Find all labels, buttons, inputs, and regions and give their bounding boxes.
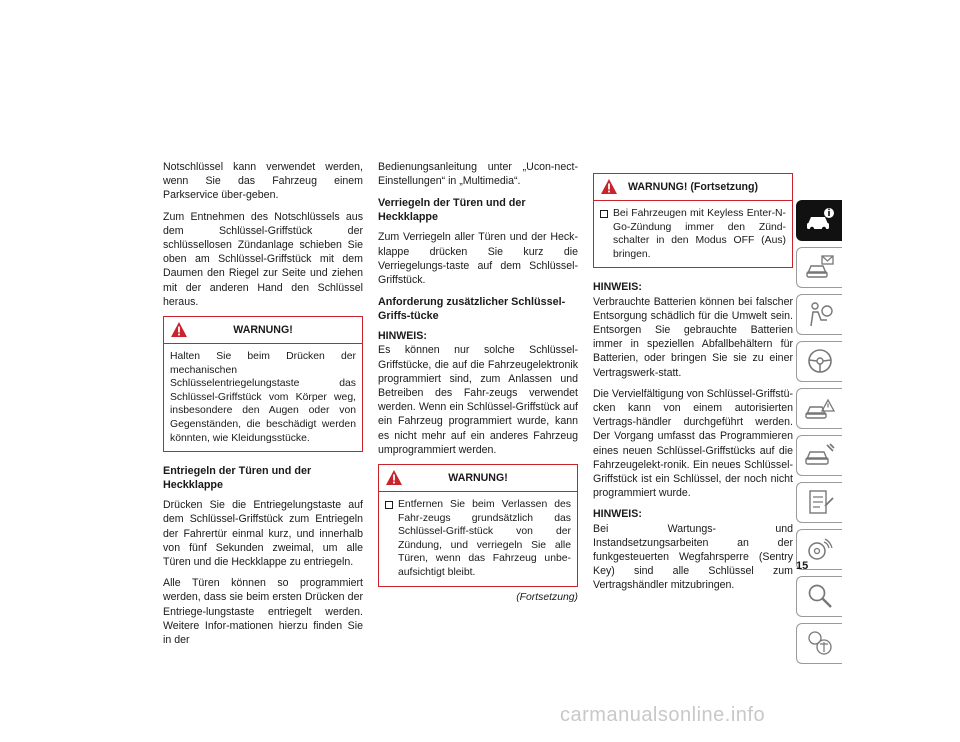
tab-steering-wheel[interactable] xyxy=(796,341,842,382)
warning-list-item xyxy=(385,498,571,580)
paragraph: Drücken Sie die Entriegelungstaste auf dem Schlüssel-Griffstück zum Entriegeln der Fahrertür einmal kurz, und innerhalb von fünf Sekunden zweimal, um alle Türen und die Heckklappe zu entriegeln. xyxy=(163,499,363,568)
tab-warning-car[interactable] xyxy=(796,388,842,429)
tab-car-service[interactable] xyxy=(796,435,842,476)
continued-note: (Fortsetzung) xyxy=(516,591,578,603)
paragraph: Notschlüssel kann verwendet werden, wenn Sie das Fahrzeug einem Parkservice über-geben. xyxy=(163,161,363,202)
checkbox-bullet-icon xyxy=(600,210,608,218)
multimedia-icon xyxy=(805,535,835,563)
tab-car-info[interactable] xyxy=(796,200,842,241)
column-1 xyxy=(163,160,363,654)
hint-paragraph xyxy=(593,280,793,379)
car-mail-icon xyxy=(805,253,835,281)
language-icon xyxy=(805,629,835,657)
section-heading: Verriegeln der Türen und der Heckklappe xyxy=(378,197,526,224)
warning-item-text: Entfernen Sie beim Verlassen des Fahr-zeugs grundsätzlich das Schlüssel-Griff-stück von der Zündung, und verriegeln Sie alle Türen, wenn das Fahrzeug unbe-aufsichtigt bleibt. xyxy=(398,499,571,579)
page-number: 15 xyxy=(796,560,809,572)
paragraph: Zum Verriegeln aller Türen und der Heck-klappe drücken Sie kurz die Verriegelungs-taste auf dem Schlüssel-Griffstück. xyxy=(378,231,578,287)
column-2 xyxy=(378,160,578,605)
tab-language[interactable] xyxy=(796,623,842,664)
warning-box xyxy=(163,316,363,452)
hint-text: Bei Wartungs- und Instandsetzungsarbeiten an der funkgesteuerten Wegfahrsperre (Sentry Key) sind alle Schlüssel zum Vertragshändler mitzubringen. xyxy=(593,522,793,592)
hint-label: HINWEIS: xyxy=(593,281,642,294)
checklist-icon xyxy=(805,488,835,516)
car-info-icon xyxy=(805,206,835,234)
warning-triangle-icon xyxy=(385,469,403,486)
paragraph: Zum Entnehmen des Notschlüssels aus dem Schlüssel-Griffstück der schlüssellosen Zündanlage schieben Sie oben am Schlüssel-Griffstück mit dem Daumen den Riegel zur Seite und ziehen mit der anderen Hand den Schlüssel heraus. xyxy=(163,210,363,308)
tab-car-mail[interactable] xyxy=(796,247,842,288)
warning-list-item xyxy=(600,207,786,261)
column-3 xyxy=(593,173,793,600)
magnifier-icon xyxy=(805,582,835,610)
hint-text: Verbrauchte Batterien können bei falscher Entsorgung schädlich für die Umwelt sein. Entsorgen Sie gebrauchte Batterien immer in speziellen Abfallbehältern für Batterien, oder bringen Sie sie zu einer Vertragswerk-statt. xyxy=(593,295,793,379)
warning-text: Halten Sie beim Drücken der mechanischen Schlüsselentriegelungstaste das Schlüssel-Griffstück vom Körper weg, insbesondere den Augen oder von Gegenständen, die beschädigt werden könnten, wie Kleidungsstücke. xyxy=(170,351,356,444)
warning-box xyxy=(593,173,793,268)
hint-paragraph xyxy=(593,507,793,592)
paragraph: Bedienungsanleitung unter „Ucon-nect-Einstellungen“ in „Multimedia“. xyxy=(378,161,578,188)
warning-header xyxy=(379,465,577,492)
hint-paragraph xyxy=(378,329,578,457)
checkbox-bullet-icon xyxy=(385,501,393,509)
warning-title: WARNUNG! xyxy=(448,472,508,485)
warning-car-icon xyxy=(805,394,835,422)
warning-title: WARNUNG! (Fortsetzung) xyxy=(627,181,759,193)
airbag-icon xyxy=(805,300,835,328)
section-heading: Entriegeln der Türen und der Heckklappe xyxy=(163,465,312,492)
warning-header xyxy=(594,174,792,201)
tab-search[interactable] xyxy=(796,576,842,617)
warning-box xyxy=(378,464,578,587)
tab-checklist[interactable] xyxy=(796,482,842,523)
hint-label: HINWEIS: xyxy=(593,508,642,521)
section-heading: Anforderung zusätzlicher Schlüssel-Griffs-tücke xyxy=(378,296,566,323)
steering-wheel-icon xyxy=(805,347,835,375)
chapter-tabs xyxy=(796,200,842,670)
warning-triangle-icon xyxy=(170,321,188,338)
tab-airbag[interactable] xyxy=(796,294,842,335)
watermark: carmanualsonline.info xyxy=(560,704,766,726)
warning-triangle-icon xyxy=(600,178,618,195)
warning-title: WARNUNG! xyxy=(233,324,293,337)
warning-item-text: Bei Fahrzeugen mit Keyless Enter-N-Go-Zündung immer den Zünd-schalter in den Modus OFF (Aus) bringen. xyxy=(613,208,786,260)
paragraph: Die Vervielfältigung von Schlüssel-Griffstü-cken kann von einem autorisierten Vertrags-händler durchgeführt werden. Der Vorgang umfasst das Programmieren eines neuen Schlüssel-Griffstücks auf die Fahrzeugelekt-ronik. Ein neues Schlüssel-Griffstück ist ein Schlüssel, der noch nicht programmiert wurde. xyxy=(593,387,793,500)
paragraph: Alle Türen können so programmiert werden, dass sie beim ersten Drücken der Entriege-lungstaste entriegelt werden. Weitere Infor-mationen hierzu finden Sie in der xyxy=(163,577,363,647)
hint-text: Es können nur solche Schlüssel-Griffstücke, die auf die Fahrzeugelektronik programmiert sind, zum Anlassen und Betreiben des Fahr-zeugs verwendet werden. Wenn ein Schlüssel-Griffstück auf ein Fahrzeug programmiert wurde, kann es nicht mehr auf ein anderes Fahrzeug umprogrammiert werden. xyxy=(378,344,578,456)
warning-header xyxy=(164,317,362,344)
hint-label: HINWEIS: xyxy=(378,330,427,343)
car-service-icon xyxy=(805,441,835,469)
